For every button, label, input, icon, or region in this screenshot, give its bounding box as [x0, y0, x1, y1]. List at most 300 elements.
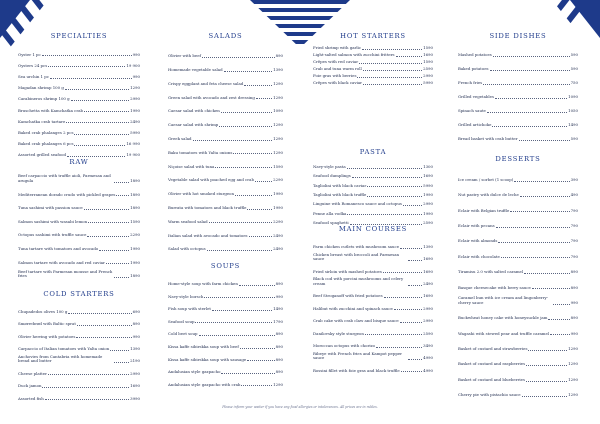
menu-item-name: Spinach saute	[458, 108, 486, 114]
menu-item	[18, 136, 140, 147]
menu-item-price: 790	[570, 207, 578, 213]
dot-leader	[553, 304, 570, 305]
section-specialties	[18, 32, 140, 158]
dot-leader	[212, 310, 272, 311]
dot-leader	[221, 112, 272, 113]
menu-item-price: 1990	[423, 191, 433, 197]
dot-leader	[519, 140, 570, 141]
menu-item-name: Basket of custard and raspberries	[458, 361, 526, 367]
menu-item	[168, 155, 283, 169]
menu-item	[313, 179, 433, 188]
menu-item-price: 1290	[273, 149, 283, 155]
dot-leader	[357, 77, 422, 78]
menu-item	[458, 290, 578, 305]
menu-item-name: Eclair with Belgian truffle	[458, 207, 510, 213]
menu-item-price: 1290	[568, 361, 578, 367]
dot-leader	[347, 214, 422, 215]
menu-item-name: Black cod with porcini mushrooms and celery cream	[313, 276, 404, 286]
dot-leader	[548, 319, 569, 320]
menu-item	[168, 142, 283, 156]
menu-item	[168, 211, 283, 225]
menu-item	[458, 213, 578, 228]
dot-leader	[74, 145, 125, 146]
dot-leader	[383, 272, 422, 273]
dot-leader	[520, 196, 570, 197]
dot-leader	[193, 140, 273, 141]
menu-item	[313, 237, 433, 249]
dot-leader	[256, 98, 272, 99]
dot-leader	[224, 71, 273, 72]
menu-item-price: 690	[132, 308, 140, 314]
menu-item	[313, 169, 433, 178]
menu-item-name: Chupadedos olives 100 g	[18, 308, 68, 314]
menu-item-price: 4990	[423, 355, 433, 361]
menu-item	[458, 128, 578, 142]
menu-item-name: Kamchatka crab tartare	[18, 118, 66, 124]
menu-item-price: 590	[570, 136, 578, 142]
menu-item-name: Foie gras with berries	[313, 73, 357, 79]
dot-leader	[550, 334, 570, 335]
dot-leader	[114, 362, 129, 363]
menu-item-name: Oyster 1 pc	[18, 51, 41, 57]
dot-leader	[495, 98, 567, 99]
menu-item-price: 1690	[423, 293, 433, 299]
dot-leader	[87, 236, 129, 237]
menu-item-name: Crêpes with red caviar	[313, 59, 359, 65]
menu-item-name: Beef carpaccio with truffle aioli, Parmesan and arugula	[18, 173, 111, 183]
menu-item	[458, 86, 578, 100]
menu-item	[313, 311, 433, 323]
dot-leader	[384, 297, 422, 298]
menu-item-name: Beef Stroganoff with fried potatoes	[313, 293, 383, 299]
section-title: MAIN COURSES	[338, 225, 408, 233]
dot-leader	[215, 167, 272, 168]
menu-item	[313, 324, 433, 336]
menu-item-name: Ribeye with French fries and Kampot pepper sauce	[313, 350, 402, 361]
menu-item-price: 2990	[423, 201, 433, 207]
menu-item-price: 1290	[130, 85, 140, 91]
section-desserts	[458, 155, 578, 398]
menu-item-price: 990	[132, 51, 140, 57]
menu-item	[313, 198, 433, 207]
dot-leader	[524, 273, 569, 274]
dot-leader	[487, 112, 567, 113]
dot-leader	[114, 277, 129, 278]
dot-leader	[66, 122, 129, 123]
menu-item	[18, 314, 140, 326]
menu-item-price: 2490	[423, 280, 433, 286]
menu-item-price: 990	[570, 330, 578, 336]
menu-item-name: Assorted fish	[18, 395, 44, 401]
menu-item-name: Danilovsky style sturgeon	[313, 330, 364, 336]
menu-item-price: 3990	[130, 395, 140, 401]
menu-item	[18, 252, 140, 266]
menu-item-price: 590	[570, 52, 578, 58]
menu-item-name: Tuna sashimi with passion sauce	[18, 205, 83, 211]
dot-leader	[528, 350, 567, 351]
dot-leader	[400, 322, 422, 323]
menu-item	[18, 302, 140, 314]
menu-item	[168, 337, 283, 350]
menu-item	[18, 91, 140, 102]
menu-item-name: Kissa kaffe sibirskka soup with beef	[168, 343, 239, 349]
menu-item	[313, 262, 433, 274]
menu-item	[168, 287, 283, 300]
menu-item-name: Niçoise salad with tuna	[168, 163, 215, 169]
menu-item-name: Light-salted salmon with zucchini fritters	[313, 52, 395, 58]
menu-item	[313, 188, 433, 197]
menu-item	[458, 72, 578, 86]
menu-item-price: 890	[570, 315, 578, 321]
menu-item-price: 2990	[130, 96, 140, 102]
menu-item-price: 2190	[130, 358, 140, 364]
menu-item	[168, 45, 283, 59]
menu-item	[18, 376, 140, 388]
menu-item	[458, 352, 578, 367]
menu-item-price: 890	[132, 321, 140, 327]
menu-item-name: Bread basket with crab butter	[458, 136, 518, 142]
section-title: SOUPS	[210, 262, 241, 270]
menu-item-name: Smørrebrød with Baltic sprat	[18, 321, 76, 327]
menu-item-price: 3490	[423, 342, 433, 348]
dot-leader	[522, 396, 568, 397]
dot-leader	[195, 322, 272, 323]
menu-item	[18, 238, 140, 252]
menu-item-price: 1490	[568, 122, 578, 128]
menu-item-price: 1590	[423, 59, 433, 65]
dot-leader	[363, 70, 422, 71]
menu-item-name: Ice cream / sorbet (1 scoop)	[458, 176, 514, 182]
section-title: HOT STARTERS	[340, 32, 406, 40]
menu-item	[18, 57, 140, 68]
section-title: COLD STARTERS	[43, 290, 115, 298]
section-title: SPECIALTIES	[50, 32, 108, 40]
menu-item	[168, 375, 283, 388]
menu-item	[458, 58, 578, 72]
menu-item	[313, 72, 433, 79]
menu-item	[458, 259, 578, 274]
dot-leader	[347, 168, 422, 169]
menu-item	[168, 86, 283, 100]
menu-item-price: 490	[570, 192, 578, 198]
dot-leader	[209, 222, 272, 223]
menu-item	[168, 350, 283, 363]
menu-item-price: 1690	[423, 173, 433, 179]
menu-item-price: 1300	[423, 163, 433, 169]
menu-item-name: Cold beet soup	[168, 331, 198, 337]
menu-item-name: Fried shrimp with garlic	[313, 45, 362, 51]
dot-leader	[84, 111, 129, 112]
menu-item-price: 990	[275, 293, 283, 299]
dot-leader	[376, 347, 422, 348]
menu-item-name: Navy-style pasta	[313, 163, 346, 169]
menu-item-price: 890	[570, 269, 578, 275]
menu-item-name: Vegetable salad with poached egg and crab	[168, 177, 254, 183]
menu-item-name: Seafood dumplings	[313, 173, 351, 179]
menu-item-name: Magadan shrimp 100 g	[18, 85, 64, 91]
menu-item-price: 990	[132, 73, 140, 79]
dot-leader	[249, 236, 273, 237]
menu-item	[458, 275, 578, 290]
dot-leader	[510, 211, 569, 212]
menu-item	[458, 167, 578, 182]
menu-item-price: 2590	[423, 330, 433, 336]
menu-item-price: 1890	[130, 191, 140, 197]
menu-item-price: 2990	[423, 73, 433, 79]
menu-item	[168, 169, 283, 183]
dot-leader	[116, 195, 129, 196]
dot-leader	[400, 248, 422, 249]
menu-item-price: 2290	[273, 177, 283, 183]
menu-item-price: 1690	[130, 383, 140, 389]
menu-item-name: Olivier herring with potatoes	[18, 333, 76, 339]
dot-leader	[45, 399, 129, 400]
menu-item-name: Basket of custard and strawberries	[458, 346, 528, 352]
menu-item	[168, 59, 283, 73]
menu-item	[313, 79, 433, 86]
menu-item-name: Carabineros shrimp 100 g	[18, 96, 70, 102]
menu-item-price: 1390	[423, 243, 433, 249]
menu-item-price: 2590	[423, 66, 433, 72]
menu-item	[168, 73, 283, 87]
menu-item	[168, 197, 283, 211]
menu-item-price: 2490	[273, 232, 283, 238]
dot-leader	[483, 84, 569, 85]
dot-leader	[532, 288, 570, 289]
menu-item	[458, 336, 578, 351]
menu-item-price: 2490	[130, 118, 140, 124]
section-cold-starters	[18, 290, 140, 401]
menu-item	[168, 100, 283, 114]
menu-item-name: Duck jamon	[18, 383, 42, 389]
menu-item	[313, 249, 433, 261]
menu-item	[313, 336, 433, 348]
menu-item	[18, 68, 140, 79]
menu-item-price: 990	[132, 333, 140, 339]
dot-leader	[367, 196, 422, 197]
dot-leader	[498, 242, 569, 243]
menu-item-name: Baked crab phalanges 2 pcs	[18, 129, 74, 135]
menu-item	[313, 44, 433, 51]
menu-item-price: 1390	[130, 345, 140, 351]
menu-item	[313, 287, 433, 299]
dot-leader	[365, 334, 422, 335]
dot-leader	[352, 177, 422, 178]
dot-leader	[526, 381, 567, 382]
menu-item	[18, 352, 140, 364]
menu-item-name: Buckwheat honey cake with honeysuckle jam	[458, 315, 548, 321]
menu-item-name: Basque cheesecake with berry sauce	[458, 284, 531, 290]
dot-leader	[65, 89, 129, 90]
menu-item	[18, 147, 140, 158]
menu-item-price: 1990	[273, 191, 283, 197]
menu-item-price: 1090	[568, 94, 578, 100]
menu-item	[18, 327, 140, 339]
menu-item-price: 890	[275, 356, 283, 362]
menu-item-name: Crêpes with black caviar	[313, 80, 362, 86]
menu-item-name: Seafood spaghetti	[313, 220, 349, 226]
menu-item-name: Caesar salad with chicken	[168, 108, 220, 114]
menu-item	[313, 65, 433, 72]
menu-item-name: Caesar salad with shrimp	[168, 122, 219, 128]
dot-leader	[244, 85, 272, 86]
section-raw	[18, 158, 140, 279]
menu-item-name: Grilled artichoke	[458, 122, 492, 128]
menu-item	[313, 274, 433, 286]
menu-item-price: 890	[275, 343, 283, 349]
menu-item-name: Crab cake with crab claw and bisque sauce	[313, 318, 399, 324]
menu-item	[458, 44, 578, 58]
menu-item-name: French fries	[458, 80, 483, 86]
menu-item-name: Seafood soup	[168, 318, 195, 324]
menu-item	[18, 184, 140, 198]
menu-item-name: Grilled vegetables	[458, 94, 494, 100]
dot-leader	[48, 374, 129, 375]
dot-leader	[363, 84, 422, 85]
menu-item-price: 2290	[130, 232, 140, 238]
menu-item-price: 1590	[273, 163, 283, 169]
section-pasta	[313, 148, 433, 226]
menu-item-name: Baked crab phalanges 6 pcs	[18, 141, 74, 147]
menu-item	[313, 51, 433, 58]
dot-leader	[199, 335, 275, 336]
menu-item-name: Moroccan octopus with chorizo	[313, 342, 376, 348]
menu-item	[313, 207, 433, 216]
menu-item-price: 590	[570, 66, 578, 72]
menu-item-price: 1890	[130, 273, 140, 279]
menu-item	[168, 312, 283, 325]
menu-item-name: Penne alla vodka	[313, 210, 347, 216]
dot-leader	[84, 209, 129, 210]
menu-item	[458, 321, 578, 336]
dot-leader	[247, 209, 272, 210]
menu-item-price: 2290	[273, 218, 283, 224]
menu-item-name: Cheese platter	[18, 370, 47, 376]
menu-item-name: Basket of custard and blueberries	[458, 376, 525, 382]
menu-item-price: 1890	[130, 205, 140, 211]
menu-item-price: 2990	[423, 318, 433, 324]
dot-leader	[207, 250, 273, 251]
menu-item-name: Anchovies from Cantabria with homemade bread and butter	[18, 353, 103, 364]
menu-item	[458, 114, 578, 128]
menu-item-name: Andalusian style gazpacho	[168, 369, 221, 375]
menu-item-price: 1290	[568, 346, 578, 352]
menu-item	[458, 229, 578, 244]
menu-item-name: Homemade vegetable salad	[168, 67, 223, 72]
menu-item-name: Octopus sashimi with truffle sauce	[18, 232, 87, 238]
dot-leader	[401, 371, 422, 372]
menu-item	[18, 80, 140, 91]
menu-item-name: Oysters 24 pcs	[18, 62, 48, 68]
menu-item-price: 1690	[423, 52, 433, 58]
menu-item-price: 1290	[273, 94, 283, 100]
menu-item-price: 1990	[273, 204, 283, 210]
dot-leader	[204, 297, 274, 298]
menu-item-name: Olivier with beef	[168, 53, 201, 59]
menu-item-price: 5990	[130, 129, 140, 135]
menu-item	[18, 46, 140, 57]
menu-item-name: Tagliolini with black truffle	[313, 191, 367, 197]
menu-item-price: 2990	[130, 370, 140, 376]
menu-item	[18, 113, 140, 124]
dot-leader	[359, 63, 422, 64]
menu-item-name: Sea urchin 1 pc	[18, 73, 49, 79]
menu-item-price: 2490	[273, 246, 283, 252]
section-hot-starters	[313, 32, 433, 86]
menu-item	[458, 100, 578, 114]
menu-item	[168, 274, 283, 287]
dot-leader	[48, 66, 125, 67]
menu-item-price: 4990	[423, 367, 433, 373]
menu-item-price: 1490	[273, 306, 283, 312]
menu-item-price: 1090	[273, 108, 283, 114]
menu-item-name: Carpaccio of Italian tomatoes with Yalta onion	[18, 345, 110, 351]
dot-leader	[114, 182, 129, 183]
menu-item-price: 390	[570, 176, 578, 182]
menu-item	[458, 198, 578, 213]
dot-leader	[501, 257, 570, 258]
dot-leader	[526, 365, 567, 366]
menu-item-name: Burrata with tomatoes and black truffle	[168, 204, 247, 210]
dot-leader	[514, 181, 569, 182]
menu-item-price: 2990	[423, 305, 433, 311]
menu-item-price: 1890	[130, 178, 140, 183]
menu-item-price: 790	[570, 238, 578, 244]
dot-leader	[396, 56, 423, 57]
dot-leader	[362, 49, 422, 50]
menu-item-price: 19 900	[126, 152, 140, 158]
menu-item-name: Tuna tartare with tomatoes and avocado	[18, 245, 99, 251]
dot-leader	[408, 285, 423, 286]
menu-item-price: 1390	[273, 67, 283, 72]
menu-item-price: 5990	[423, 80, 433, 86]
menu-item-name: Halibut with zucchini and spinach sauce	[313, 305, 393, 311]
menu-item	[313, 160, 433, 169]
dot-leader	[99, 250, 129, 251]
dot-leader	[492, 126, 567, 127]
menu-item-name: Fried sirloin with mashed potatoes	[313, 268, 382, 274]
menu-item-name: Tiramisu 2.0 with salted caramel	[458, 269, 524, 275]
menu-item-price: 1290	[273, 381, 283, 387]
dot-leader	[490, 70, 570, 71]
menu-item	[18, 124, 140, 135]
menu-item-name: Eclair with pecans	[458, 222, 495, 228]
menu-item-name: Tagliolini with black caviar	[313, 182, 367, 188]
dot-leader	[235, 195, 272, 196]
menu-item-price: 1990	[130, 245, 140, 251]
menu-item-name: Salad with octopus	[168, 246, 206, 252]
menu-item-price: 1290	[568, 376, 578, 382]
menu-item	[18, 339, 140, 351]
menu-item-price: 750	[570, 80, 578, 86]
menu-item-name: Home-style soup with farm chicken	[168, 281, 238, 286]
menu-item-price: 1690	[423, 256, 433, 262]
menu-item	[168, 299, 283, 312]
menu-item-name: Greek salad	[168, 135, 192, 141]
menu-item-name: Cherry pie with pistachio sauce	[458, 392, 521, 398]
dot-leader	[77, 325, 132, 326]
menu-item	[458, 367, 578, 382]
dot-leader	[42, 55, 132, 56]
menu-item-name: Salmon tartare with avocado and red caviar	[18, 259, 105, 265]
menu-item-name: Crab and tuna warm roll	[313, 66, 362, 72]
section-salads	[168, 32, 283, 252]
menu-item-price: 1990	[423, 210, 433, 216]
menu-item	[458, 382, 578, 397]
menu-item-name: Andalusian style gazpacho with crab	[168, 381, 241, 387]
menu-item-price: 790	[570, 253, 578, 259]
menu-item-name: Eclair with chocolate	[458, 253, 500, 259]
